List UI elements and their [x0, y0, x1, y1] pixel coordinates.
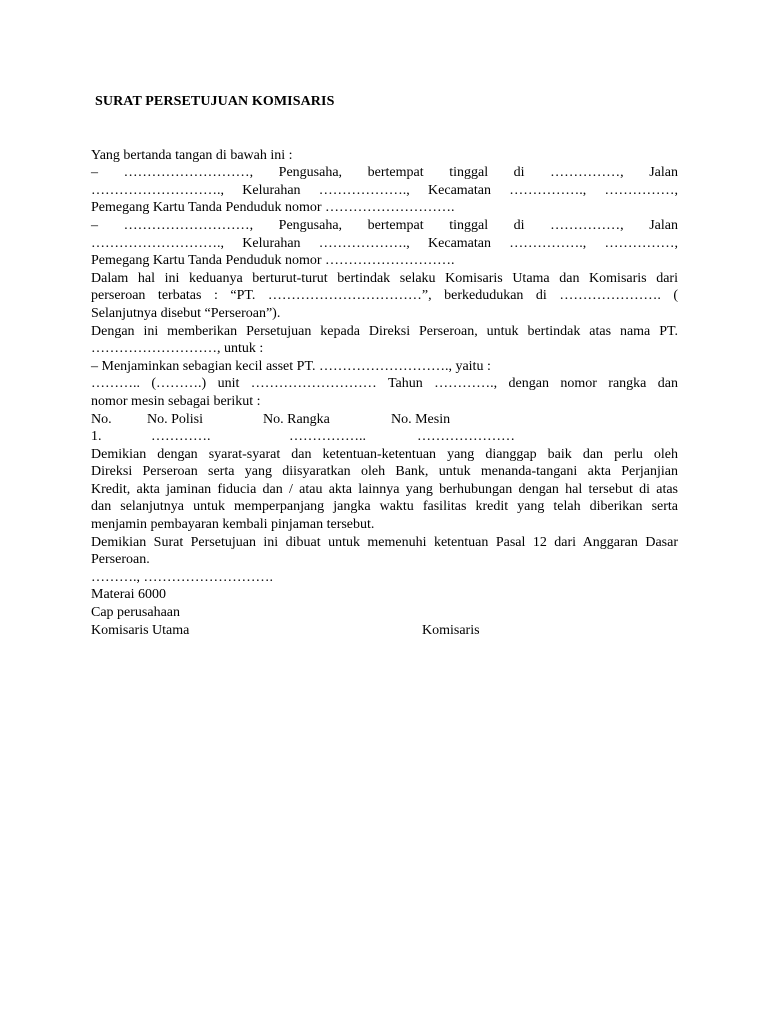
unit-line1: ……….. (……….) unit ……………………… Tahun …………., dengan nomor rangka dan: [91, 376, 678, 392]
person2-line1: – ………………………, Pengusaha, bertempat tinggal di ……………, Jalan: [91, 217, 678, 233]
terms-line2: Direksi Perseroan serta yang diisyaratkan oleh Bank, untuk menanda-tangani akta Perjanjian: [91, 464, 678, 480]
signer-komisaris-utama: Komisaris Utama: [91, 622, 190, 638]
signature-row: [91, 622, 678, 640]
capacity-line3: Selanjutnya disebut “Perseroan”).: [91, 305, 281, 321]
table-header-rangka: No. Rangka: [263, 411, 330, 427]
table-cell-rangka: ……………..: [289, 429, 366, 445]
table-cell-polisi: ………….: [151, 429, 211, 445]
document-title: SURAT PERSETUJUAN KOMISARIS: [95, 94, 335, 109]
vehicle-table-header: [91, 411, 678, 429]
closing-line1: Demikian Surat Persetujuan ini dibuat untuk memenuhi ketentuan Pasal 12 dari Anggaran Dasar: [91, 534, 678, 550]
pledge-item: – Menjaminkan sebagian kecil asset PT. ………………………., yaitu :: [91, 358, 491, 374]
table-cell-mesin: …………………: [417, 429, 515, 445]
terms-line3: Kredit, akta jaminan fiducia dan / atau akta lainnya yang berhubungan dengan hal tersebut di atas: [91, 481, 678, 497]
intro-text: Yang bertanda tangan di bawah ini :: [91, 147, 293, 163]
vehicle-table-row: [91, 428, 678, 446]
place-date: ………., ……………………….: [91, 569, 273, 585]
terms-line4: dan selanjutnya untuk memperpanjang jangka waktu fasilitas kredit yang telah diberikan serta: [91, 499, 678, 515]
closing-line2: Perseroan.: [91, 552, 150, 568]
table-header-mesin: No. Mesin: [391, 411, 451, 427]
approval-line1: Dengan ini memberikan Persetujuan kepada Direksi Perseroan, untuk bertindak atas nama PT.: [91, 323, 678, 339]
materai-label: Materai 6000: [91, 587, 167, 603]
capacity-line1: Dalam hal ini keduanya berturut-turut bertindak selaku Komisaris Utama dan Komisaris dari: [91, 270, 678, 286]
table-header-polisi: No. Polisi: [147, 411, 204, 427]
document-page: [91, 93, 678, 639]
table-header-no: No.: [91, 411, 112, 427]
company-stamp-label: Cap perusahaan: [91, 605, 181, 621]
person2-line3: Pemegang Kartu Tanda Penduduk nomor ……………………….: [91, 253, 455, 269]
capacity-line2: perseroan terbatas : “PT. ……………………………”, berkedudukan di …………………. (: [91, 288, 678, 304]
person1-line2: ………………………., Kelurahan ………………., Kecamatan ……………., ……………,: [91, 182, 678, 198]
table-cell-no: 1.: [91, 429, 102, 445]
unit-line2: nomor mesin sebagai berikut :: [91, 393, 261, 409]
person2-line2: ………………………., Kelurahan ………………., Kecamatan ……………., ……………,: [91, 235, 678, 251]
approval-line2: ………………………, untuk :: [91, 341, 264, 357]
person1-line1: – ………………………, Pengusaha, bertempat tinggal di ……………, Jalan: [91, 165, 678, 181]
signer-komisaris: Komisaris: [422, 622, 480, 638]
terms-line5: menjamin pembayaran kembali pinjaman tersebut.: [91, 517, 375, 533]
terms-line1: Demikian dengan syarat-syarat dan ketentuan-ketentuan yang dianggap baik dan perlu oleh: [91, 446, 678, 462]
person1-line3: Pemegang Kartu Tanda Penduduk nomor ……………………….: [91, 200, 455, 216]
